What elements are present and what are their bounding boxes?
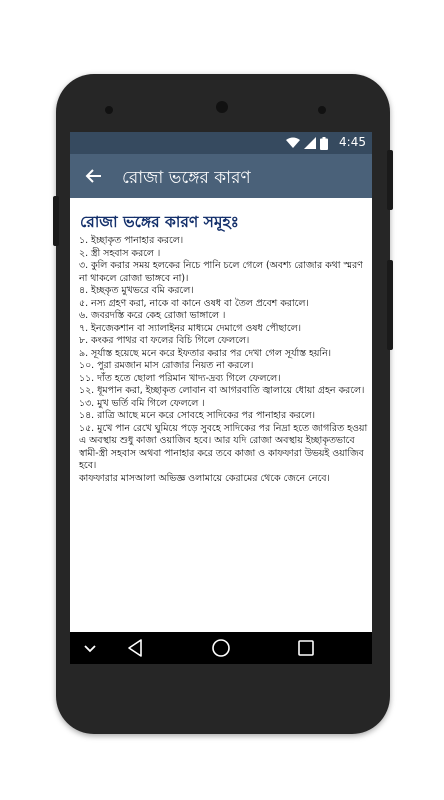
content-body (79, 235, 369, 485)
navigation-bar (70, 632, 372, 664)
list-item: কাফফারার মাসআলা অভিজ্ঞ ওলামায়ে কেরামের থেকে জেনে নেবে। (79, 472, 330, 484)
wifi-icon (286, 137, 300, 149)
status-time: 4:45 (339, 135, 366, 149)
list-item: ১৪. রাত্রি আছে মনে করে সোবহে সাদিকের পর পানাহার করলে। (79, 410, 316, 421)
back-triangle-icon[interactable] (126, 638, 146, 658)
list-item: ১৫. মুখে পান রেখে ঘুমিয়ে পড়ে সুবহে সাদিকের পর নিদ্রা হতে জাগরিত হওয়া এ অবস্থায় শুধু কাজা ওয়াজিব হবে। আর যদি রোজা অবস্থায় ইচ্ছাকৃতভাবে স্বামী-স্ত্রী সহবাস অথবা পানাহার করে তবে কাজা ও কাফফারা উভয়ই ওয়াজিব হবে। (79, 422, 368, 471)
list-item: ৭. ইনজেকশান বা স্যালাইনর মাধ্যমে দেমাগে ওষধ পৌছালে। (79, 322, 301, 334)
chevron-down-icon[interactable] (80, 638, 100, 658)
status-icons (286, 136, 328, 150)
list-item: ৩. কুলি করার সময় হলকের নিচে পানি চলে গেলে (অবশ্য রোজার কথা স্মরণ না থাকলে রোজা ভাঙ্গবে না)। (79, 260, 363, 284)
content-area[interactable] (70, 198, 372, 632)
phone-side-button-right-top (387, 150, 393, 210)
signal-icon (304, 137, 316, 149)
list-item: ৬. জবরদস্তি করে কেহ রোজা ভাঙ্গালে । (79, 310, 226, 321)
status-bar (70, 132, 372, 154)
list-item: ৮. কংকর পাথর বা ফলের বিচি গিলে ফেললে। (79, 335, 250, 346)
phone-sensor (318, 106, 326, 114)
phone-speaker-dot (105, 106, 113, 114)
content-heading: রোজা ভঙ্গের কারণ সমূহঃ (80, 213, 239, 231)
phone-side-button-left (53, 196, 59, 246)
screen (70, 132, 372, 664)
battery-icon (320, 137, 328, 150)
list-item: ৯. সূর্যাস্ত হয়েছে মনে করে ইফতার করার পর দেখা গেল সূর্যাস্ত হয়নি। (79, 347, 332, 359)
list-item: ১১. দাঁত হতে ছোলা পরিমান খাদ্য-দ্রব্য গিলে ফেললে। (79, 372, 281, 384)
phone-camera (216, 101, 228, 113)
page-title: রোজা ভঙ্গের কারণ (122, 168, 251, 188)
list-item: ১২. ধূমপান করা, ইচ্ছাকৃত লোবান বা আগরবাতি জ্বালায়ে ধোয়া গ্রহন করলে। (79, 385, 365, 396)
list-item: ১. ইচ্ছাকৃত পানাহার করলে। (79, 235, 184, 246)
list-item: ৪. ইচ্ছকৃত মুখভরে বমি করলে। (79, 285, 194, 296)
recents-square-icon[interactable] (296, 638, 316, 658)
phone-side-button-right-bottom (387, 260, 393, 350)
list-item: ৫. নস্য গ্রহণ করা, নাকে বা কানে ওষধ বা তৈল প্রবেশ করালে। (79, 297, 309, 309)
app-bar (70, 154, 372, 198)
list-item: ১০. পুরা রমজান মাস রোজার নিয়ত না করলে। (79, 360, 254, 371)
list-item: ২. স্ত্রী সহবাস করলে । (79, 247, 161, 259)
home-circle-icon[interactable] (211, 638, 231, 658)
arrow-back-icon[interactable] (84, 166, 104, 186)
list-item: ১৩. মুখ ভর্তি বমি গিলে ফেললে । (79, 397, 205, 409)
